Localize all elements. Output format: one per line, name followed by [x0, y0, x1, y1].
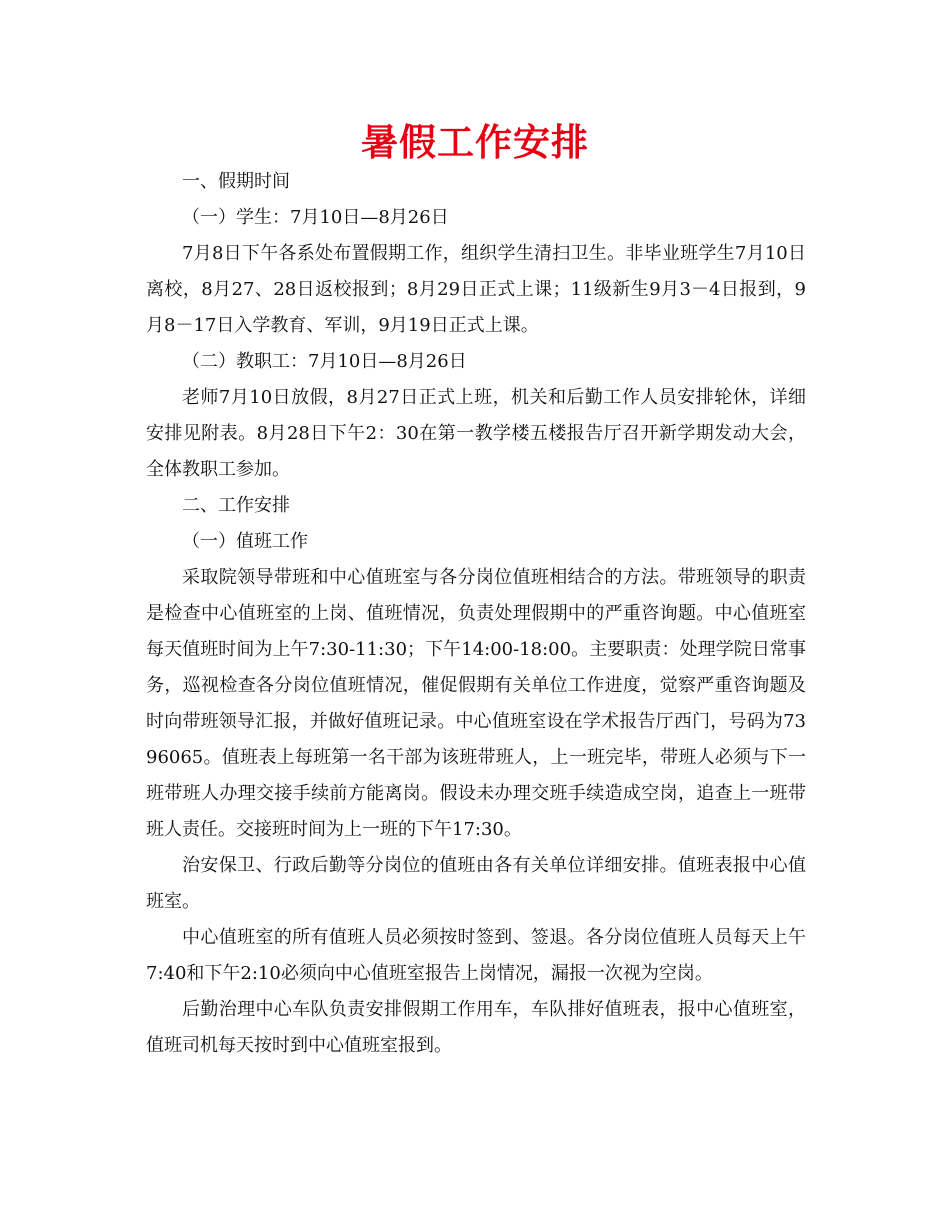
- document-body: [146, 164, 806, 1064]
- document-title: 暑假工作安排: [361, 121, 589, 164]
- paragraph-sign-in: 中心值班室的所有值班人员必须按时签到、签退。各分岗位值班人员每天上午7:40和下午2:10必须向中心值班室报告上岗情况，漏报一次视为空岗。: [146, 927, 806, 984]
- heading-vacation-time: 一、假期时间: [182, 171, 290, 192]
- paragraph-security-duty: 治安保卫、行政后勤等分岗位的值班由各有关单位详细安排。值班表报中心值班室。: [146, 855, 806, 912]
- paragraph-student-schedule: 7月8日下午各系处布置假期工作，组织学生清扫卫生。非毕业班学生7月10日离校，8月27、28日返校报到；8月29日正式上课；11级新生9月3－4日报到，9月8－17日入学教育、军训，9月19日正式上课。: [146, 243, 806, 336]
- paragraph-duty-method: 采取院领导带班和中心值班室与各分岗位值班相结合的方法。带班领导的职责是检查中心值班室的上岗、值班情况，负责处理假期中的严重咨询题。中心值班室每天值班时间为上午7:30-11:30；下午14:00-18:00。主要职责：处理学院日常事务，巡视检查各分岗位值班情况，催促假期有关单位工作进度，觉察严重咨询题及时向带班领导汇报，并做好值班记录。中心值班室设在学术报告厅西门，号码为7396065。值班表上每班第一名干部为该班带班人，上一班完毕，带班人必须与下一班带班人办理交接手续前方能离岗。假设未办理交班手续造成空岗，追查上一班带班人责任。交接班时间为上一班的下午17:30。: [146, 567, 806, 840]
- subheading-students: （一）学生：7月10日—8月26日: [182, 207, 449, 228]
- subheading-staff: （二）教职工：7月10日—8月26日: [182, 351, 467, 372]
- paragraph-vehicles: 后勤治理中心车队负责安排假期工作用车，车队排好值班表，报中心值班室，值班司机每天按时到中心值班室报到。: [146, 999, 806, 1056]
- subheading-duty-work: （一）值班工作: [182, 531, 308, 552]
- heading-work-arrangement: 二、工作安排: [182, 495, 290, 516]
- paragraph-staff-schedule: 老师7月10日放假，8月27日正式上班，机关和后勤工作人员安排轮休，详细安排见附表。8月28日下午2：30在第一教学楼五楼报告厅召开新学期发动大会，全体教职工参加。: [146, 387, 806, 480]
